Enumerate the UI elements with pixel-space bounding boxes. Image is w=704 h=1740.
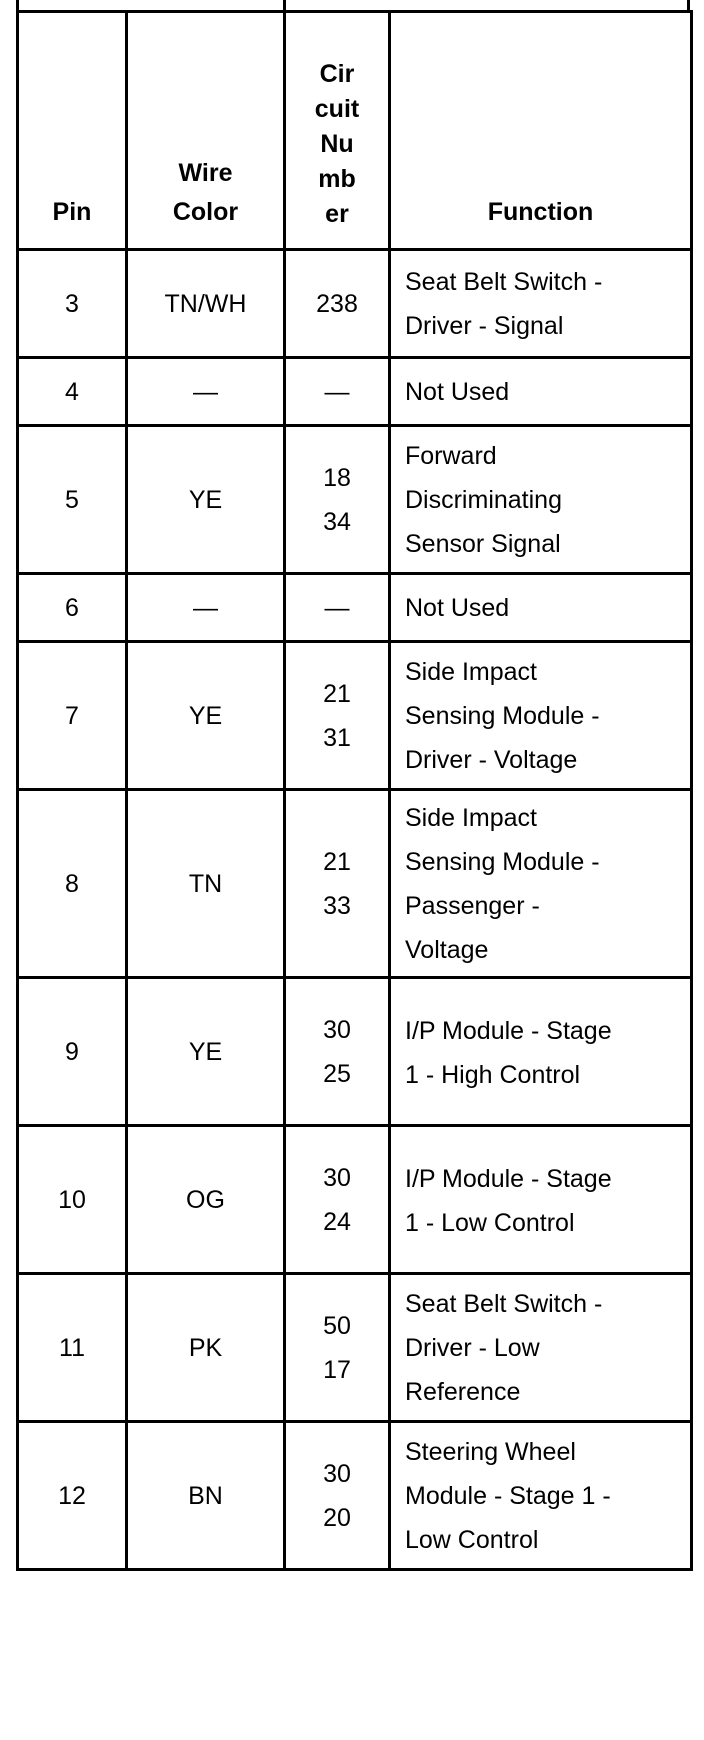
- pin-cell: 5: [18, 426, 127, 574]
- table-row: [18, 1422, 692, 1570]
- header-wire-color: Wire Color: [127, 12, 285, 250]
- function-cell: Not Used: [390, 358, 692, 426]
- header-pin: Pin: [18, 12, 127, 250]
- pin-cell: 11: [18, 1274, 127, 1422]
- pin-cell: 4: [18, 358, 127, 426]
- table-row: [18, 1126, 692, 1274]
- wire-color-cell: TN/WH: [127, 250, 285, 358]
- table-row: [18, 978, 692, 1126]
- function-cell: I/P Module - Stage 1 - Low Control: [390, 1126, 692, 1274]
- function-cell: Forward Discriminating Sensor Signal: [390, 426, 692, 574]
- table-row: [18, 642, 692, 790]
- pin-cell: 3: [18, 250, 127, 358]
- wire-color-cell: OG: [127, 1126, 285, 1274]
- table-row: [18, 358, 692, 426]
- wire-color-cell: TN: [127, 790, 285, 978]
- circuit-number-cell: 50 17: [285, 1274, 390, 1422]
- circuit-number-cell: 21 33: [285, 790, 390, 978]
- function-cell: Side Impact Sensing Module - Driver - Voltage: [390, 642, 692, 790]
- connector-pinout-table-wrapper: [16, 0, 690, 1571]
- pin-cell: 9: [18, 978, 127, 1126]
- function-cell: I/P Module - Stage 1 - High Control: [390, 978, 692, 1126]
- pin-cell: 8: [18, 790, 127, 978]
- table-row: [18, 574, 692, 642]
- pin-cell: 7: [18, 642, 127, 790]
- wire-color-cell: YE: [127, 426, 285, 574]
- table-row: [18, 1274, 692, 1422]
- table-row: [18, 250, 692, 358]
- wire-color-cell: —: [127, 574, 285, 642]
- connector-pinout-table: [16, 10, 693, 1571]
- header-circuit-number: Cir cuit Nu mb er: [285, 12, 390, 250]
- table-row: [18, 426, 692, 574]
- wire-color-cell: YE: [127, 642, 285, 790]
- function-cell: Side Impact Sensing Module - Passenger - Voltage: [390, 790, 692, 978]
- pin-cell: 10: [18, 1126, 127, 1274]
- circuit-number-cell: 30 25: [285, 978, 390, 1126]
- wire-color-cell: YE: [127, 978, 285, 1126]
- pin-cell: 12: [18, 1422, 127, 1570]
- function-cell: Seat Belt Switch - Driver - Signal: [390, 250, 692, 358]
- wire-color-cell: PK: [127, 1274, 285, 1422]
- circuit-number-cell: 238: [285, 250, 390, 358]
- circuit-number-cell: 18 34: [285, 426, 390, 574]
- circuit-number-cell: 30 20: [285, 1422, 390, 1570]
- wire-color-cell: —: [127, 358, 285, 426]
- pin-cell: 6: [18, 574, 127, 642]
- wire-color-cell: BN: [127, 1422, 285, 1570]
- function-cell: Seat Belt Switch - Driver - Low Reference: [390, 1274, 692, 1422]
- function-cell: Steering Wheel Module - Stage 1 - Low Control: [390, 1422, 692, 1570]
- table-header-row: [18, 12, 692, 250]
- header-function: Function: [390, 12, 692, 250]
- circuit-number-cell: —: [285, 574, 390, 642]
- circuit-number-cell: —: [285, 358, 390, 426]
- table-row: [18, 790, 692, 978]
- circuit-number-cell: 30 24: [285, 1126, 390, 1274]
- circuit-number-cell: 21 31: [285, 642, 390, 790]
- function-cell: Not Used: [390, 574, 692, 642]
